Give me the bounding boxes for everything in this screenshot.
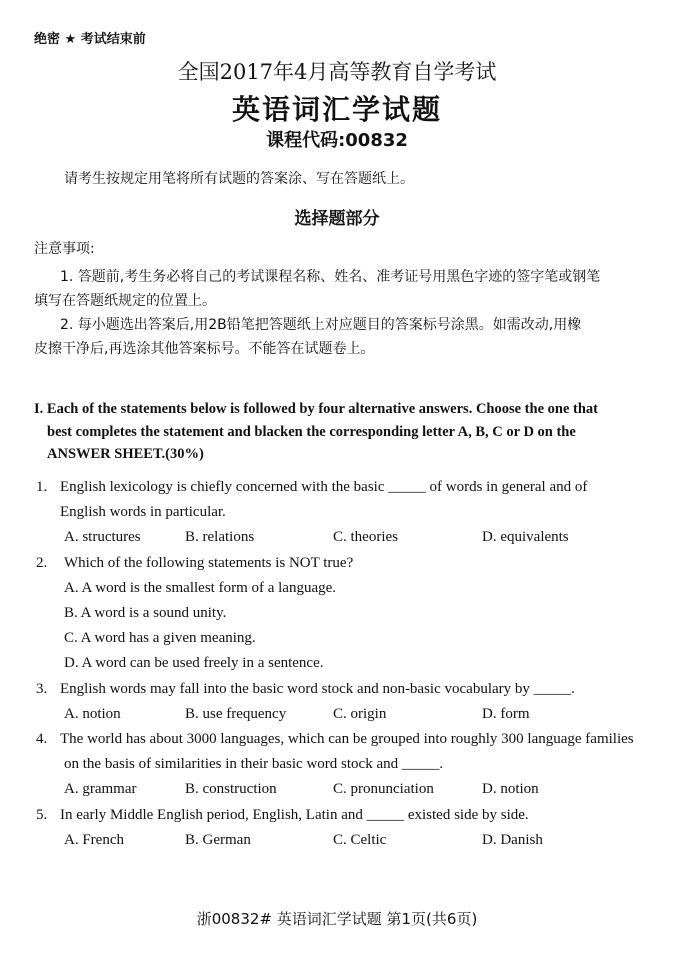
option-a: A. notion: [64, 706, 121, 722]
option-a: A. structures: [64, 529, 141, 545]
subject-title: 英语词汇学试题: [231, 93, 442, 126]
question-number: 4.: [36, 731, 48, 747]
option-b: B. A word is a sound unity.: [64, 605, 227, 621]
option-d: D. equivalents: [482, 529, 569, 545]
course-code: 课程代码:00832: [266, 130, 408, 151]
option-d: D. A word can be used freely in a sentence.: [64, 655, 324, 671]
option-a: A. A word is the smallest form of a language.: [64, 580, 337, 596]
note-1-line-1: 1. 答题前,考生务必将自己的考试课程名称、姓名、准考证号用黑色字迹的签字笔或钢笔: [60, 269, 601, 285]
option-d: D. form: [482, 706, 530, 722]
option-a: A. grammar: [64, 781, 137, 797]
note-2-line-1: 2. 每小题选出答案后,用2B铅笔把答题纸上对应题目的答案标号涂黑。如需改动,用橡: [60, 317, 582, 333]
part1-instruction-line-1: I. Each of the statements below is followed by four alternative answers. Choose the one that: [34, 401, 598, 417]
option-c: C. pronunciation: [333, 781, 434, 797]
page-footer: 浙00832# 英语词汇学试题 第1页(共6页): [196, 910, 478, 928]
question-number: 3.: [36, 681, 48, 697]
question-number: 5.: [36, 807, 48, 823]
question-text-continued: English words in particular.: [60, 504, 226, 520]
note-2-line-2: 皮擦干净后,再选涂其他答案标号。不能答在试题卷上。: [34, 341, 375, 357]
confidential-label: 绝密 ★ 考试结束前: [34, 32, 146, 47]
section-title: 选择题部分: [294, 209, 380, 229]
question-number: 2.: [36, 555, 48, 571]
note-1-line-2: 填写在答题纸规定的位置上。: [34, 293, 216, 309]
question-text-continued: on the basis of similarities in their basic word stock and _____.: [64, 756, 444, 772]
option-c: C. Celtic: [333, 832, 387, 848]
question-text: The world has about 3000 languages, which can be grouped into roughly 300 language families: [60, 731, 634, 747]
option-b: B. relations: [185, 529, 255, 545]
option-d: D. Danish: [482, 832, 543, 848]
part1-instruction-line-2: best completes the statement and blacken the corresponding letter A, B, C or D on the: [47, 424, 576, 440]
option-b: B. construction: [185, 781, 277, 797]
option-b: B. German: [185, 832, 251, 848]
exam-title: 全国2017年4月高等教育自学考试: [177, 60, 497, 84]
option-c: C. origin: [333, 706, 387, 722]
question-text: In early Middle English period, English, Latin and _____ existed side by side.: [60, 807, 529, 823]
part1-instruction-line-3: ANSWER SHEET.(30%): [47, 446, 204, 462]
question-number: 1.: [36, 479, 48, 495]
option-c: C. theories: [333, 529, 398, 545]
option-a: A. French: [64, 832, 124, 848]
option-b: B. use frequency: [185, 706, 287, 722]
option-c: C. A word has a given meaning.: [64, 630, 256, 646]
notes-heading: 注意事项:: [34, 241, 95, 257]
question-text: English lexicology is chiefly concerned with the basic _____ of words in general and of: [60, 479, 588, 495]
option-d: D. notion: [482, 781, 539, 797]
question-text: English words may fall into the basic word stock and non-basic vocabulary by _____.: [60, 681, 575, 697]
question-text: Which of the following statements is NOT true?: [64, 555, 354, 571]
answer-instruction: 请考生按规定用笔将所有试题的答案涂、写在答题纸上。: [64, 171, 414, 187]
